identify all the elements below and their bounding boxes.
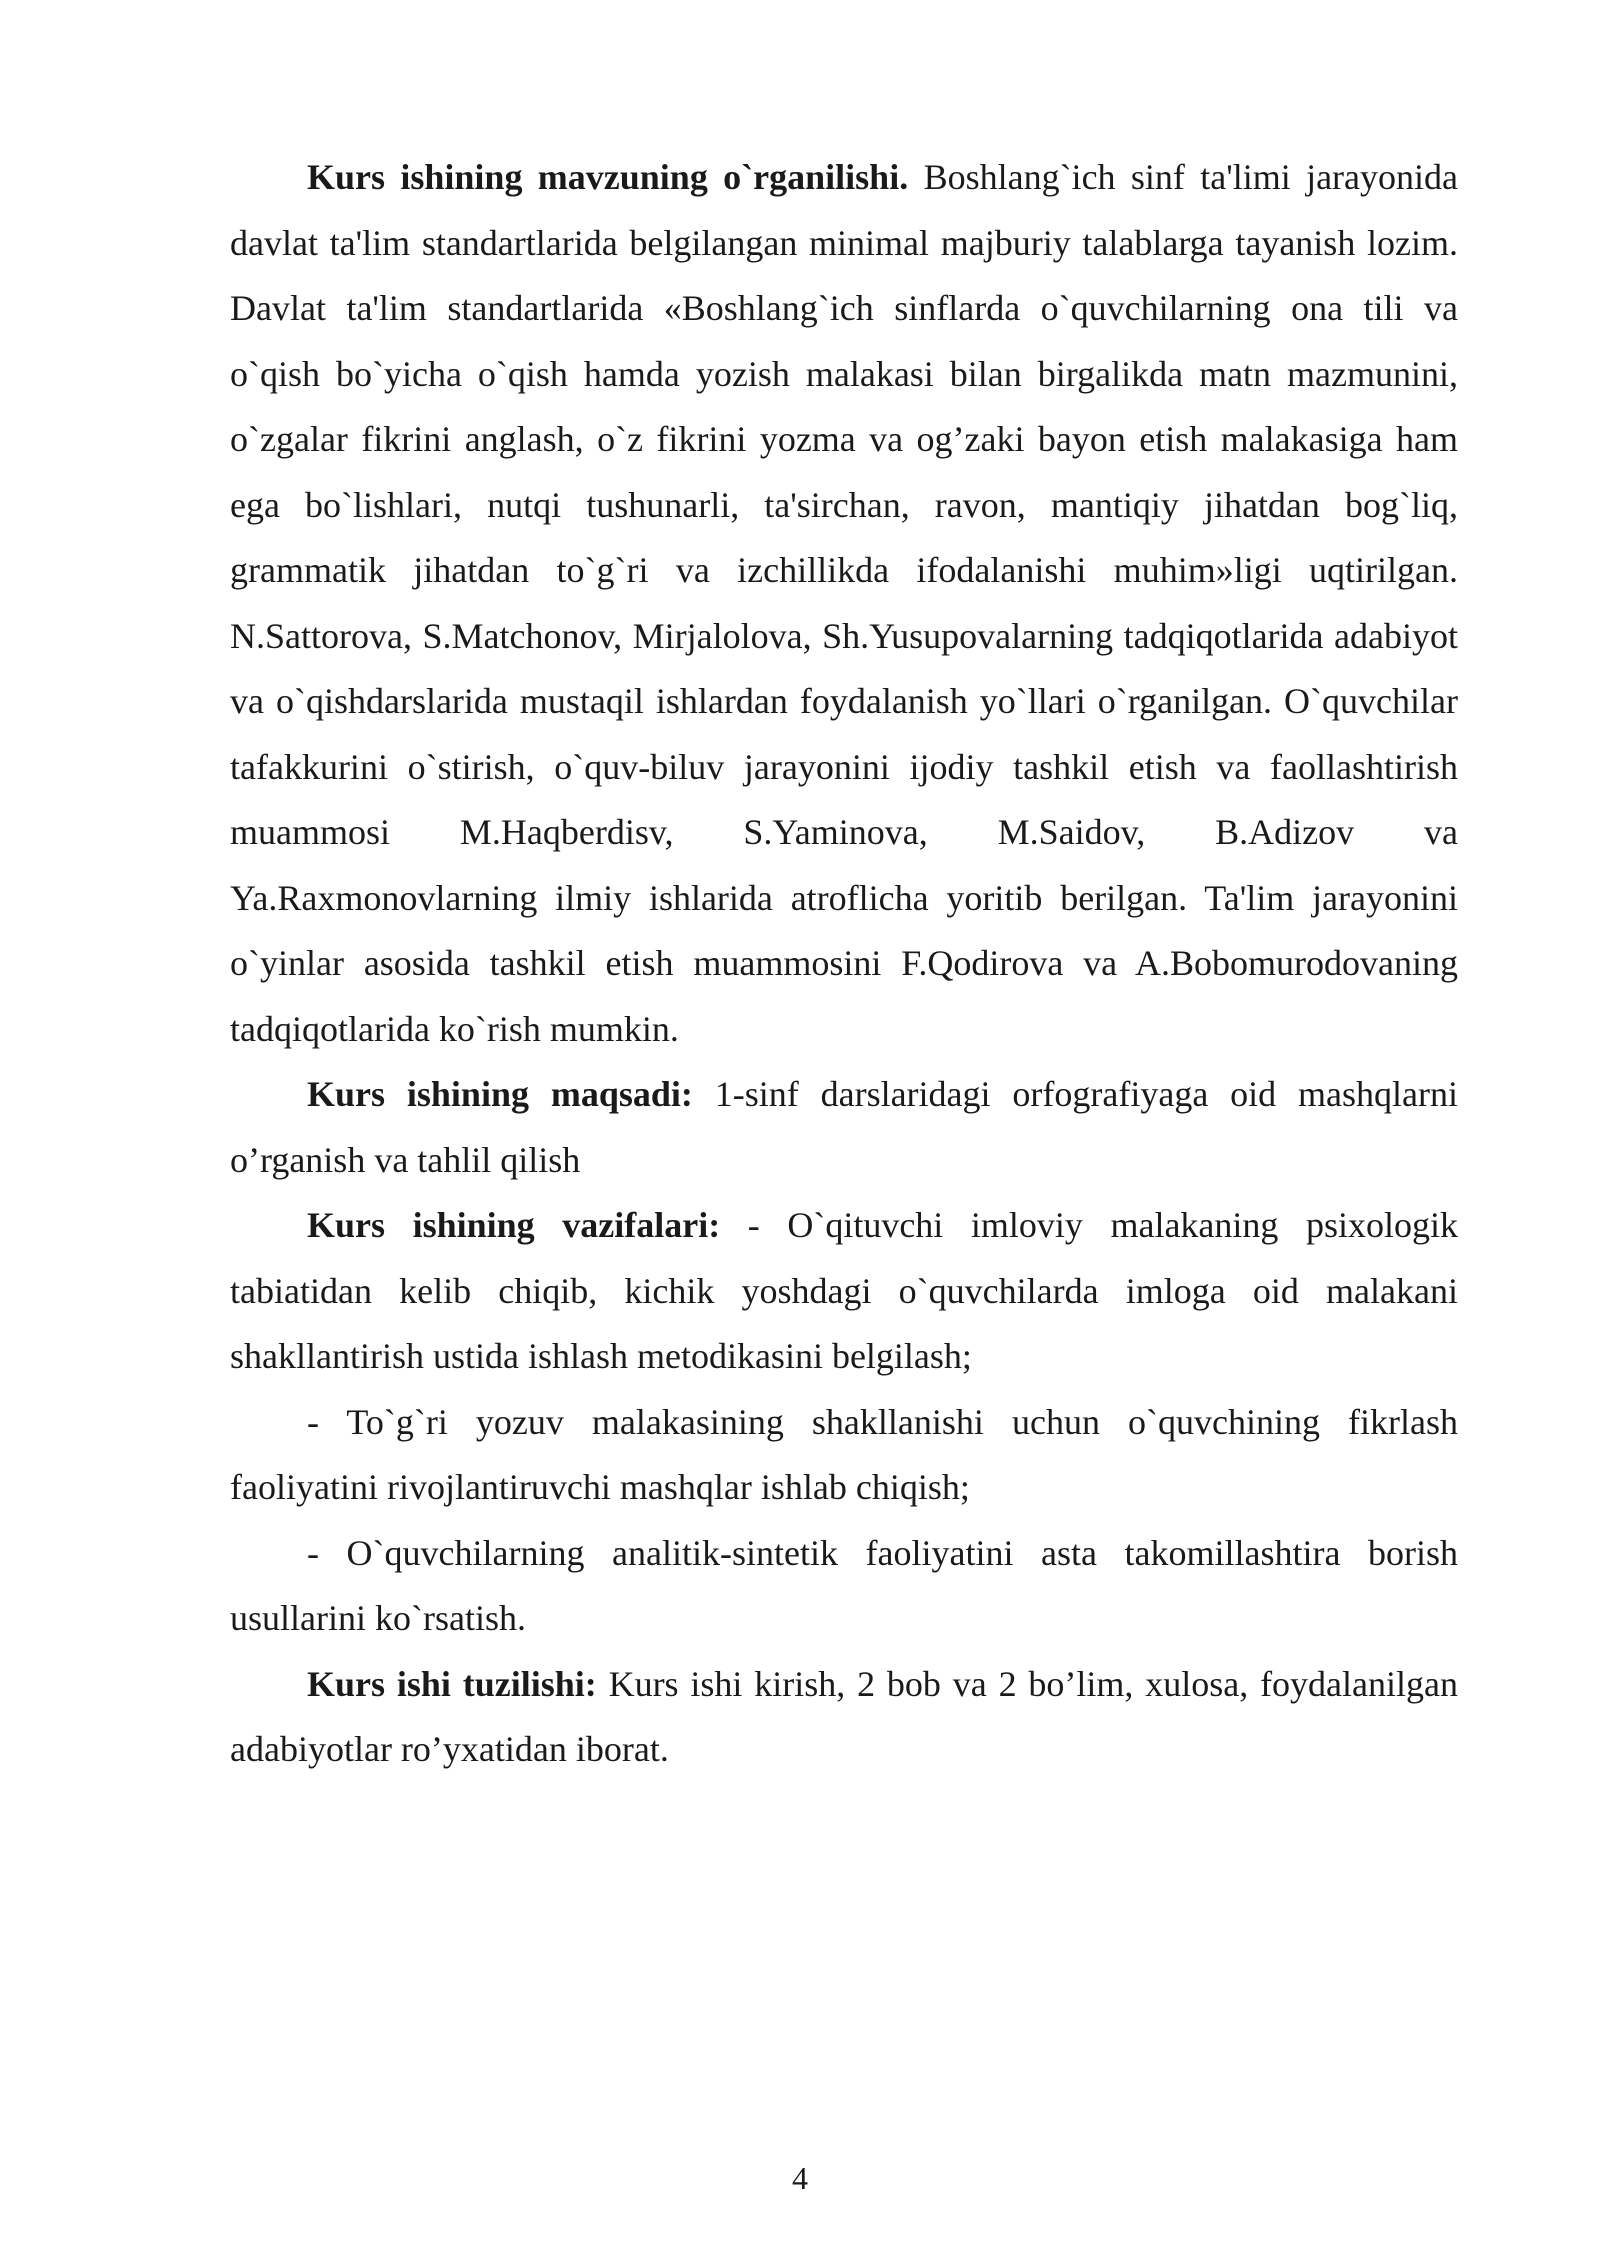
paragraph-text: Boshlang`ich sinf ta'limi jarayonida davlat ta'lim standartlarida belgilangan minimal majburiy talablarga tayanish lozim. Davlat ta'lim standartlarida «Boshlang`ich sinflarda o`quvchilarning ona tili va o`qish bo`yicha o`qish hamda yozish malakasi bilan birgalikda matn mazmunini, o`zgalar fikrini anglash, o`z fikrini yozma va og’zaki bayon etish malakasiga ham ega bo`lishlari, nutqi tushunarli, ta'sirchan, ravon, mantiqiy jihatdan bog`liq, grammatik jihatdan to`g`ri va izchillikda ifodalanishi muhim»ligi uqtirilgan. N.Sattorova, S.Matchonov, Mirjalolova, Sh.Yusupovalarning tadqiqotlarida adabiyot va o`qishdarslarida mustaqil ishlardan foydalanish yo`llari o`rganilgan. O`quvchilar tafakkurini o`stirish, o`quv-biluv jarayonini ijodiy tashkil etish va faollashtirish muammosi M.Haqberdisv, S.Yaminova, M.Saidov, B.Adizov va Ya.Raxmonovlarning ilmiy ishlarida atroflicha yoritib berilgan. Ta'lim jarayonini o`yinlar asosida tashkil etish muammosini F.Qodirova va A.Bobomurodovaning tadqiqotlarida ko`rish mumkin. bbox=[230, 157, 1459, 1049]
paragraph-heading: Kurs ishining vazifalari: bbox=[307, 1205, 721, 1245]
paragraph-text: - To`g`ri yozuv malakasining shakllanishi uchun o`quvchining fikrlash faoliyatini rivojlantiruvchi mashqlar ishlab chiqish; bbox=[230, 1401, 1458, 1507]
paragraph-topic-study bbox=[230, 145, 1458, 1062]
paragraph-task-item bbox=[230, 1390, 1458, 1521]
document-body bbox=[230, 145, 1458, 1783]
paragraph-heading: Kurs ishining mavzuning o`rganilishi. bbox=[307, 157, 909, 197]
paragraph-task-item bbox=[230, 1521, 1458, 1652]
paragraph-text: 1-sinf darslaridagi orfografiyaga oid mashqlarni o’rganish va tahlil qilish bbox=[230, 1074, 1458, 1180]
paragraph-goal bbox=[230, 1062, 1458, 1193]
paragraph-text: - O`quvchilarning analitik-sintetik faoliyatini asta takomillashtira borish usullarini ko`rsatish. bbox=[230, 1532, 1458, 1638]
page-number: 4 bbox=[792, 2160, 808, 2196]
paragraph-text: Kurs ishi kirish, 2 bob va 2 bo’lim, xulosa, foydalanilgan adabiyotlar ro’yxatidan iborat. bbox=[230, 1663, 1458, 1769]
paragraph-heading: Kurs ishining maqsadi: bbox=[307, 1074, 693, 1114]
paragraph-tasks bbox=[230, 1193, 1458, 1390]
paragraph-structure bbox=[230, 1652, 1458, 1783]
paragraph-text: - O`qituvchi imloviy malakaning psixologik tabiatidan kelib chiqib, kichik yoshdagi o`quvchilarda imloga oid malakani shakllantirish ustida ishlash metodikasini belgilash; bbox=[230, 1205, 1458, 1376]
paragraph-heading: Kurs ishi tuzilishi: bbox=[307, 1663, 597, 1704]
